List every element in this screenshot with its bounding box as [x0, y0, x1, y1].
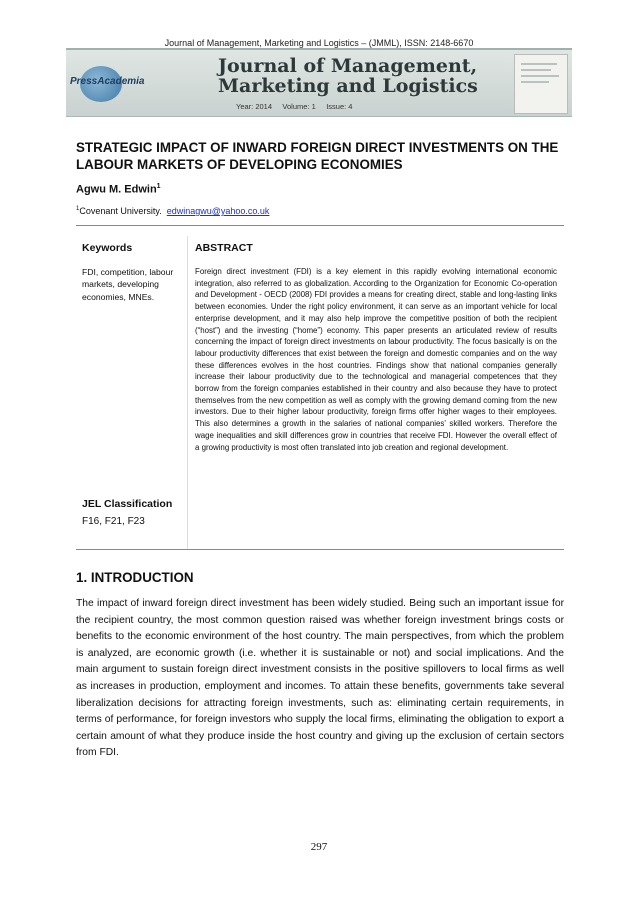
issue-info: Year: 2014 Volume: 1 Issue: 4	[236, 102, 353, 111]
journal-title-line1: Journal of Management,	[218, 55, 478, 77]
jel-heading: JEL Classification	[82, 498, 173, 510]
column-separator	[187, 236, 188, 550]
journal-banner	[66, 48, 572, 117]
journal-title-line2: Marketing and Logistics	[218, 75, 478, 97]
page-number: 297	[310, 841, 328, 853]
introduction-paragraph: The impact of inward foreign direct investment has been widely studied. Being such an important issue for the recipient country, the most common question raised was whether foreign investment brings costs or benefits to the economic environment of the host country. The main perspectives, from which the problem is analyzed, are economic growth (i.e. whether it is sustainable or not) and social implications. And the main argument to sustain foreign direct investment consists in the positive spillovers to local firms as well as increases in production, employment and incomes. To attain these benefits, governments take several liberalization decisions for attracting foreign investments, such as: eliminating certain requirements, in terms of performance, for foreign investors who supply the local firms, eliminating the obligation to export a certain amount of what they produce inside the host country and giving up the exclusion of certain sectors from FDI.	[76, 598, 564, 759]
jel-codes: F16, F21, F23	[82, 516, 145, 527]
author	[76, 183, 161, 196]
abstract-heading: ABSTRACT	[195, 242, 253, 254]
abstract-text: Foreign direct investment (FDI) is a key element in this rapidly evolving international economic integration, also referred to as globalization. According to the Organization for Economic Co-operation and Development - OECD (2008) FDI provides a means for creating direct, stable and long-lasting links between economies. Under the right policy environment, it can serve as an important vehicle for local enterprise development, and it may also help improve the competitive position of both the recipient (“host”) and the investing (“home”) economy. This paper presents an articulated review of results concerning the impact of foreign direct investments on labour productivity. The focus basically is on the labour productivity differences that exist between the foreign and domestic companies and on the way these differences evolves in the host countries. Findings show that national companies generally increase their labour productivity due to the technological and managerial competences that they borrow from the foreign companies established in their country and also because they have to protect themselves from the new competition as well as comply with the growing demand coming from the new investors. Due to their higher labour productivity, foreign firms offer higher wages to their employees. This also determines a growth in the salaries of national companies’ skilled workers. Therefore the wage inequalities and skill differences grow in countries that receive FDI. However the overall effect of a growing productivity is most often translated into job creation and regional development.	[195, 267, 557, 452]
author-name: Agwu M. Edwin	[76, 183, 157, 196]
divider-bottom	[76, 549, 564, 550]
journal-cover-thumbnail	[514, 54, 568, 114]
publisher-logo-text: PressAcademia	[70, 76, 145, 87]
publisher-logo	[70, 60, 150, 106]
article-title: STRATEGIC IMPACT OF INWARD FOREIGN DIRECT INVESTMENTS ON THE LABOUR MARKETS OF DEVELOPING ECONOMIES	[76, 140, 559, 172]
keywords-text: FDI, competition, labour markets, developing economies, MNEs.	[82, 267, 174, 302]
section-heading-introduction: 1. INTRODUCTION	[76, 570, 194, 585]
journal-title	[218, 56, 478, 96]
running-head: Journal of Management, Marketing and Logistics – (JMML), ISSN: 2148-6670	[164, 38, 474, 48]
author-email-link[interactable]: edwinagwu@yahoo.co.uk	[166, 206, 270, 216]
affiliation-name: Covenant University.	[79, 206, 162, 216]
affiliation-sup: 1	[76, 206, 80, 212]
divider-top	[76, 225, 564, 226]
affiliation	[76, 206, 269, 216]
author-sup: 1	[156, 183, 161, 190]
keywords-heading: Keywords	[82, 242, 133, 254]
